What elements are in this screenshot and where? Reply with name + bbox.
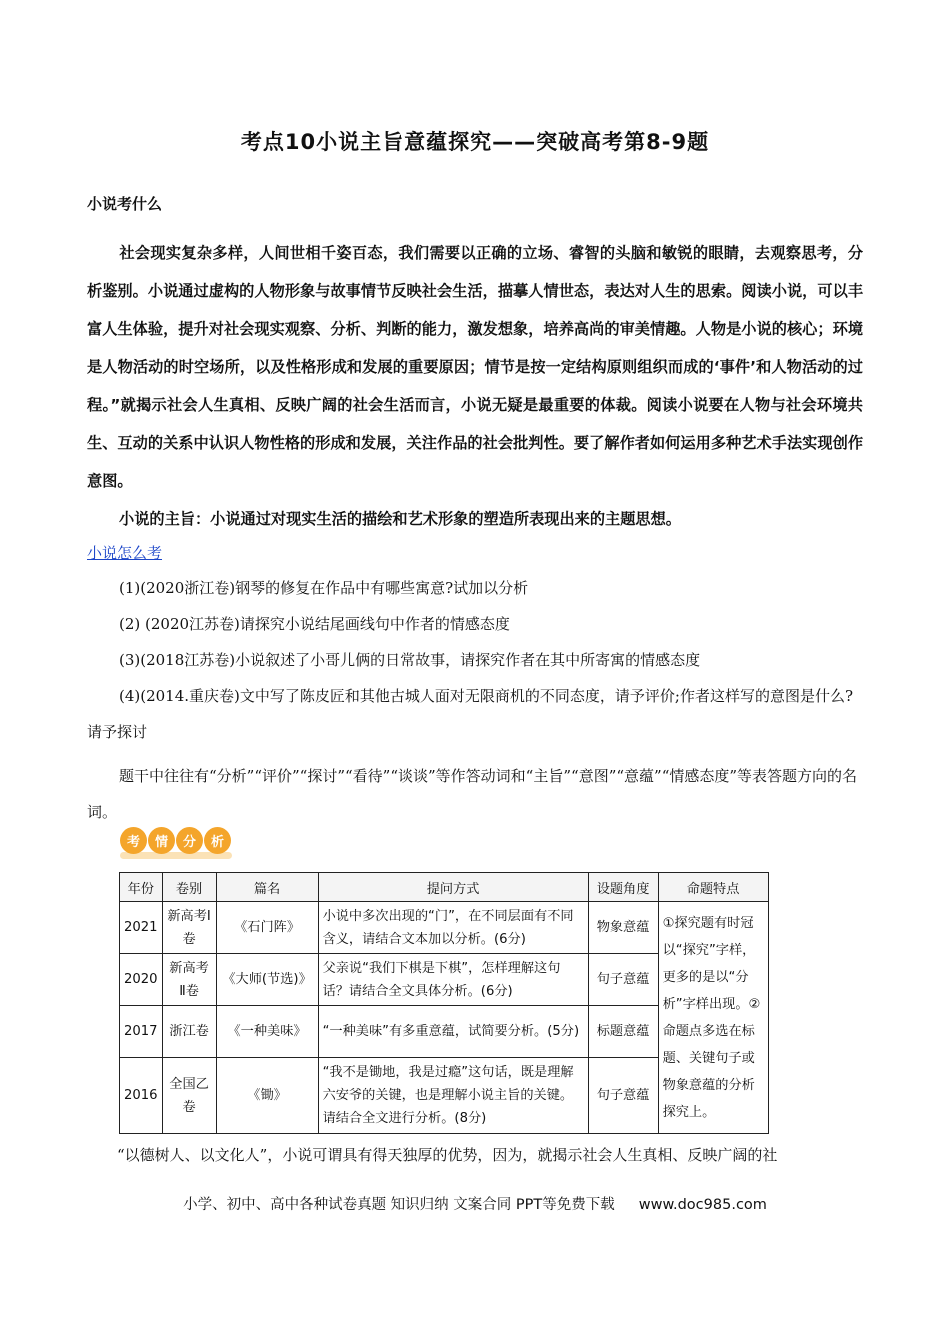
cell-question: 小说中多次出现的“门”，在不同层面有不同含义，请结合文本加以分析。(6分) [318,902,588,954]
cell-angle: 句子意蕴 [588,954,658,1006]
cell-angle: 物象意蕴 [588,902,658,954]
cell-feature: ①探究题有时冠以“探究”字样，更多的是以“分析”字样出现。②命题点多选在标题、关键句子或物象意蕴的分析探究上。 [658,902,768,1134]
cell-question: “我不是锄地，我是过瘾”这句话，既是理解六安爷的关键，也是理解小说主旨的关键。请结合全文进行分析。(8分) [318,1058,588,1134]
badge-char: 析 [204,827,231,854]
question-3: (3)(2018江苏卷)小说叙述了小哥儿俩的日常故事，请探究作者在其中所寄寓的情感态度 [119,651,701,669]
page-title: 考点10小说主旨意蕴探究——突破高考第8-9题 [240,130,710,154]
table-header: 命题特点 [658,873,768,902]
cell-question: “一种美味”有多重意蕴，试简要分析。(5分) [318,1006,588,1058]
cell-piece: 《石门阵》 [216,902,318,954]
cell-paper: 新高考Ⅰ卷 [162,902,216,954]
cell-angle: 标题意蕴 [588,1006,658,1058]
badge-char: 情 [148,827,175,854]
section-link-how[interactable]: 小说怎么考 [87,544,163,562]
table-header: 篇名 [216,873,318,902]
cell-year: 2020 [120,954,163,1006]
page-footer [0,1193,950,1214]
cell-angle: 句子意蕴 [588,1058,658,1134]
badge-char: 分 [176,827,203,854]
theme-text: 小说的主旨：小说通过对现实生活的描绘和艺术形象的塑造所表现出来的主题思想。 [119,510,681,528]
question-1: (1)(2020浙江卷)钢琴的修复在作品中有哪些寓意?试加以分析 [119,579,529,597]
question-4: (4)(2014.重庆卷)文中写了陈皮匠和其他古城人面对无限商机的不同态度，请予评价;作者这样写的意图是什么?请予探讨 [87,687,853,741]
theme-definition [87,500,863,538]
intro-text: 社会现实复杂多样，人间世相千姿百态，我们需要以正确的立场、睿智的头脑和敏锐的眼睛，去观察思考，分析鉴别。小说通过虚构的人物形象与故事情节反映社会生活，描摹人情世态，表达对人生的思索。阅读小说，可以丰富人生体验，提升对社会现实观察、分析、判断的能力，激发想象，培养高尚的审美情趣。人物是小说的核心；环境是人物活动的时空场所，以及性格形成和发展的重要原因；情节是按一定结构原则组织而成的‘事件’和人物活动的过程。”就揭示社会人生真相、反映广阔的社会生活而言，小说无疑是最重要的体裁。阅读小说要在人物与社会环境共生、互动的关系中认识人物性格的形成和发展，关注作品的社会批判性。要了解作者如何运用多种艺术手法实现创作意图。 [87,244,863,490]
cell-year: 2017 [120,1006,163,1058]
table-header: 年份 [120,873,163,902]
cell-paper: 全国乙卷 [162,1058,216,1134]
cell-year: 2021 [120,902,163,954]
footer-site-link[interactable]: www.doc985.com [638,1197,767,1213]
cell-question: 父亲说“我们下棋是下棋”，怎样理解这句话？请结合全文具体分析。(6分) [318,954,588,1006]
keywords-paragraph: 题干中往往有“分析”“评价”“探讨”“看待”“谈谈”等作答动词和“主旨”“意图”“意蕴”“情感态度”等表答题方向的名词。 [87,767,858,821]
analysis-badge [120,827,231,854]
cell-piece: 《一种美味》 [216,1006,318,1058]
intro-paragraph [87,234,863,500]
cell-paper: 新高考Ⅱ卷 [162,954,216,1006]
cell-year: 2016 [120,1058,163,1134]
closing-line: “以德树人、以文化人”，小说可谓具有得天独厚的优势，因为，就揭示社会人生真相、反映广阔的社 [117,1146,778,1164]
table-header: 提问方式 [318,873,588,902]
table-header-row [120,873,769,902]
cell-piece: 《锄》 [216,1058,318,1134]
cell-paper: 浙江卷 [162,1006,216,1058]
table-header: 设题角度 [588,873,658,902]
badge-char: 考 [120,827,147,854]
table-row [120,902,769,954]
question-2: (2) (2020江苏卷)请探究小说结尾画线句中作者的情感态度 [119,615,510,633]
footer-text: 小学、初中、高中各种试卷真题 知识归纳 文案合同 PPT等免费下载 [183,1197,615,1213]
section-heading-what: 小说考什么 [87,195,163,213]
cell-piece: 《大师(节选)》 [216,954,318,1006]
table-header: 卷别 [162,873,216,902]
exam-analysis-table [119,872,769,1134]
